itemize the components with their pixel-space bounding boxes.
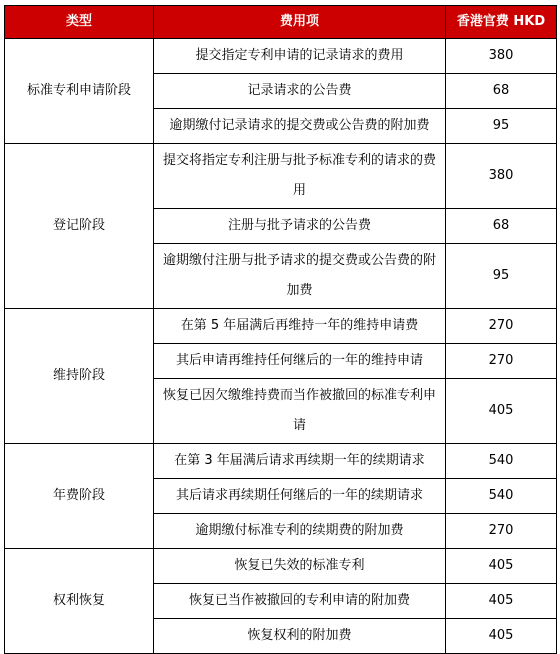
fee-amount-cell: 95	[446, 109, 557, 144]
fee-item-cell: 记录请求的公告费	[154, 74, 446, 109]
table-row	[5, 549, 557, 584]
fee-item-cell: 逾期缴付标准专利的续期费的附加费	[154, 514, 446, 549]
fee-amount-cell: 405	[446, 619, 557, 654]
stage-cell: 维持阶段	[5, 309, 154, 444]
fee-item-cell: 恢复已失效的标准专利	[154, 549, 446, 584]
fee-amount-cell: 68	[446, 209, 557, 244]
fee-item-cell: 逾期缴付记录请求的提交费或公告费的附加费	[154, 109, 446, 144]
stage-cell: 权利恢复	[5, 549, 154, 654]
stage-cell: 登记阶段	[5, 144, 154, 309]
fee-item-cell: 恢复权利的附加费	[154, 619, 446, 654]
fee-amount-cell: 68	[446, 74, 557, 109]
fee-item-cell: 在第 3 年届满后请求再续期一年的续期请求	[154, 444, 446, 479]
header-fee: 香港官费 HKD	[446, 6, 557, 39]
table-row	[5, 39, 557, 74]
stage-cell: 标准专利申请阶段	[5, 39, 154, 144]
fee-table	[4, 5, 557, 654]
fee-amount-cell: 380	[446, 144, 557, 209]
fee-item-cell: 注册与批予请求的公告费	[154, 209, 446, 244]
fee-amount-cell: 540	[446, 444, 557, 479]
fee-item-cell: 在第 5 年届满后再维持一年的维持申请费	[154, 309, 446, 344]
header-item: 费用项	[154, 6, 446, 39]
fee-amount-cell: 380	[446, 39, 557, 74]
fee-amount-cell: 270	[446, 344, 557, 379]
table-row	[5, 309, 557, 344]
fee-amount-cell: 270	[446, 514, 557, 549]
fee-item-cell: 逾期缴付注册与批予请求的提交费或公告费的附加费	[154, 244, 446, 309]
fee-amount-cell: 95	[446, 244, 557, 309]
fee-item-cell: 提交指定专利申请的记录请求的费用	[154, 39, 446, 74]
fee-item-cell: 恢复已当作被撤回的专利申请的附加费	[154, 584, 446, 619]
fee-table-container	[4, 5, 557, 654]
fee-item-cell: 提交将指定专利注册与批予标准专利的请求的费用	[154, 144, 446, 209]
fee-amount-cell: 540	[446, 479, 557, 514]
fee-amount-cell: 270	[446, 309, 557, 344]
table-row	[5, 444, 557, 479]
fee-item-cell: 恢复已因欠缴维持费而当作被撤回的标准专利申请	[154, 379, 446, 444]
fee-amount-cell: 405	[446, 584, 557, 619]
fee-amount-cell: 405	[446, 549, 557, 584]
fee-amount-cell: 405	[446, 379, 557, 444]
stage-cell: 年费阶段	[5, 444, 154, 549]
header-row	[5, 6, 557, 39]
fee-item-cell: 其后请求再续期任何继后的一年的续期请求	[154, 479, 446, 514]
header-type: 类型	[5, 6, 154, 39]
table-row	[5, 144, 557, 209]
fee-item-cell: 其后申请再维持任何继后的一年的维持申请	[154, 344, 446, 379]
